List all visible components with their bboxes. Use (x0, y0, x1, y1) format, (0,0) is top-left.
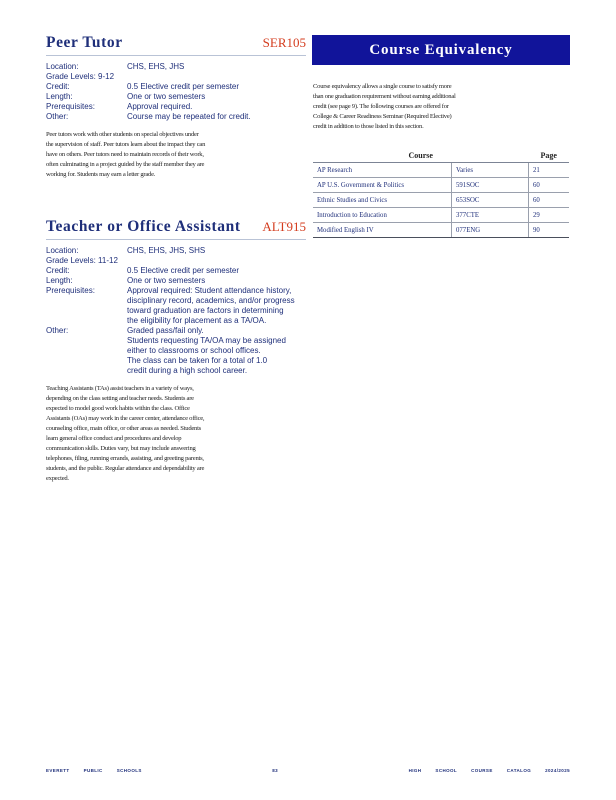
table-row (313, 193, 569, 208)
page-cell: 29 (529, 208, 570, 223)
page-cell: 21 (529, 163, 570, 178)
field-value (127, 92, 306, 102)
field-row (46, 112, 306, 122)
course-equivalency-banner (312, 35, 570, 65)
field-label: Location: (46, 62, 79, 71)
course-title: Peer Tutor (46, 34, 123, 51)
equivalency-table (313, 148, 569, 238)
page-column-header: Page (529, 148, 570, 163)
field-label: Other: (46, 112, 69, 121)
field-row (46, 72, 306, 82)
course-cell: Ethnic Studies and Civics (313, 193, 452, 208)
footer-word: EVERETT (46, 768, 70, 773)
field-value-line: the eligibility for placement as a TA/OA. (127, 316, 267, 325)
field-value-line: disciplinary record, academics, and/or progress (127, 296, 295, 305)
field-value (127, 62, 306, 72)
field-row (46, 256, 306, 266)
field-value-line: The class can be taken for a total of 1.0 (127, 356, 268, 365)
field-value-line: 0.5 Elective credit per semester (127, 266, 240, 275)
field-value-line: toward graduation are factors in determining (127, 306, 284, 315)
course-description: Teaching Assistants (TAs) assist teachers in a variety of ways, depending on the class setting and teacher needs. Students are expected to model good work habits within the class. Office Assistants (OAs) may work in the career center, attendance office, counseling office, main office, or other areas as needed. Students learn general office conduct and procedures and develop communication skills. Duties vary, but may include answering telephones, filing, running errands, assisting, and greeting parents, students, and the public. Regular attendance and dependability are expected. (46, 385, 205, 482)
field-value (127, 112, 306, 122)
field-value-line: Approval required. (127, 102, 193, 111)
course-fields (46, 246, 306, 376)
course-code: ALT915 (262, 219, 306, 234)
field-row (46, 276, 306, 286)
code-cell: 591SOC (452, 178, 529, 193)
field-value-line: CHS, EHS, JHS, SHS (127, 246, 206, 255)
page-cell: 60 (529, 193, 570, 208)
field-value (127, 246, 306, 256)
code-cell: 377CTE (452, 208, 529, 223)
course-cell: Introduction to Education (313, 208, 452, 223)
course-column-header: Course (313, 148, 529, 163)
field-value (127, 102, 306, 112)
table-row (313, 208, 569, 223)
field-value-line: credit during a high school career. (127, 366, 248, 375)
field-value-line: 0.5 Elective credit per semester (127, 82, 240, 91)
field-value-line: One or two semesters (127, 92, 206, 101)
field-row (46, 82, 306, 92)
course-title: Teacher or Office Assistant (46, 218, 241, 235)
code-cell: Varies (452, 163, 529, 178)
field-value (127, 286, 306, 326)
field-value-line: either to classrooms or school offices. (127, 346, 261, 355)
field-label: Grade Levels: 9-12 (46, 72, 115, 81)
teacher-assistant-header (46, 218, 306, 240)
field-row (46, 326, 306, 376)
footer-district (46, 768, 142, 773)
code-cell: 653SOC (452, 193, 529, 208)
field-row (46, 102, 306, 112)
peer-tutor-section (46, 34, 306, 180)
field-value-line: Students requesting TA/OA may be assigned (127, 336, 286, 345)
field-value-line: Approval required: Student attendance history, (127, 286, 292, 295)
page-footer (46, 768, 570, 773)
field-label: Prerequisites: (46, 102, 95, 111)
field-value-line: Graded pass/fail only. (127, 326, 204, 335)
course-cell: Modified English IV (313, 223, 452, 238)
course-description: Peer tutors work with other students on special objectives under the supervision of staff. Peer tutors learn about the impact they can have on others. Peer tutors need to maintain records of their work, often culminating in a project guided by the staff member they are working for. Students may earn a letter grade. (46, 131, 206, 178)
field-label: Other: (46, 326, 69, 335)
course-cell: AP Research (313, 163, 452, 178)
field-row (46, 286, 306, 326)
footer-word: CATALOG (506, 768, 532, 773)
field-label: Prerequisites: (46, 286, 95, 295)
field-row (46, 92, 306, 102)
course-code: SER105 (262, 35, 306, 50)
code-cell: 077ENG (452, 223, 529, 238)
equivalency-table-body (313, 163, 569, 238)
field-value (127, 266, 306, 276)
field-label: Grade Levels: 11-12 (46, 256, 118, 265)
footer-word: SCHOOLS (116, 768, 142, 773)
field-label: Length: (46, 92, 73, 101)
course-fields (46, 62, 306, 122)
course-equivalency-intro: Course equivalency allows a single course to satisfy more than one graduation requirement without earning additional credit (see page 9). The following courses are offered for College & Career Readiness Seminar (Required Elective) credit in addition to those listed in this section. (313, 83, 456, 130)
field-value-line: One or two semesters (127, 276, 206, 285)
table-header-row (313, 148, 569, 163)
field-label: Credit: (46, 266, 70, 275)
field-label: Credit: (46, 82, 70, 91)
page-cell: 60 (529, 178, 570, 193)
field-label: Location: (46, 246, 79, 255)
field-value (127, 72, 306, 82)
field-value (127, 82, 306, 92)
footer-word: 2024/2025 (545, 768, 570, 773)
field-value-line: Course may be repeated for credit. (127, 112, 251, 121)
field-value (127, 256, 306, 266)
table-row (313, 163, 569, 178)
field-row (46, 266, 306, 276)
field-row (46, 62, 306, 72)
footer-word: COURSE (471, 768, 493, 773)
footer-word: HIGH (408, 768, 422, 773)
peer-tutor-header (46, 34, 306, 56)
teacher-assistant-section (46, 218, 306, 484)
field-value (127, 276, 306, 286)
course-cell: AP U.S. Government & Politics (313, 178, 452, 193)
table-row (313, 223, 569, 238)
footer-word: PUBLIC (83, 768, 103, 773)
footer-word: SCHOOL (435, 768, 458, 773)
field-value (127, 326, 306, 376)
field-label: Length: (46, 276, 73, 285)
table-row (313, 178, 569, 193)
footer-catalog (409, 768, 570, 773)
page-number: 83 (272, 768, 279, 773)
banner-title: Course Equivalency (369, 41, 513, 58)
page-cell: 90 (529, 223, 570, 238)
field-row (46, 246, 306, 256)
field-value-line: CHS, EHS, JHS (127, 62, 185, 71)
